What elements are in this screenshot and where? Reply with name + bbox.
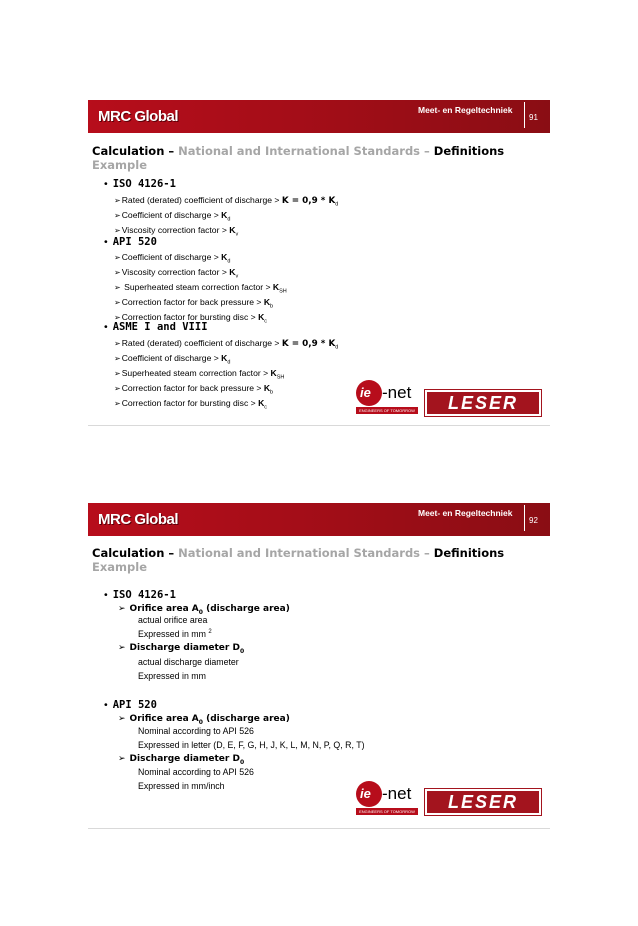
ienet-logo: ie -net ENGINEERS OF TOMORROW	[356, 380, 418, 416]
list-item: ➢Superheated steam correction factor > $K_{SH}$	[114, 368, 285, 381]
list-item: ➢Rated (derated) coefficient of discharge > $K = 0,9 * K_d$	[114, 195, 339, 208]
section-heading: • ISO 4126-1	[104, 589, 176, 601]
list-item: ➢Coefficient of discharge > $K_d$	[114, 252, 231, 265]
item-description: Nominal according to API 526	[138, 726, 254, 736]
item-description: Expressed in letter (D, E, F, G, H, J, K, L, M, N, P, Q, R, T)	[138, 740, 365, 750]
list-item: ➢ Superheated steam correction factor > $K_{SH}$	[114, 282, 287, 295]
mrc-global-logo: MRC Global	[98, 511, 178, 528]
item-description: Expressed in mm	[138, 671, 206, 681]
list-item: ➢ Orifice area $A_0$ (discharge area)	[118, 604, 290, 616]
leser-logo: LESER	[425, 789, 541, 815]
section-heading: • API 520	[104, 699, 157, 711]
section-heading: • ISO 4126-1	[104, 178, 176, 190]
list-item: ➢Viscosity correction factor > $K_v$	[114, 225, 239, 238]
list-item: ➢ Orifice area $A_0$ (discharge area)	[118, 714, 290, 726]
slide-content	[88, 503, 550, 829]
item-description: actual discharge diameter	[138, 657, 239, 667]
slide-title: Calculation – National and International Standards – Definitions Example	[92, 546, 505, 574]
item-description: Expressed in mm $^2$	[138, 629, 212, 639]
section-heading: • ASME I and VIII	[104, 321, 208, 333]
slide-content	[88, 100, 550, 426]
event-title: Meet- en Regeltechniek	[418, 508, 513, 518]
slide-title: Calculation – National and International Standards – Definitions Example	[92, 144, 505, 172]
list-item: ➢ Discharge diameter $D_0$	[118, 643, 245, 655]
list-item: ➢Coefficient of discharge > $K_d$	[114, 353, 231, 366]
slide-bottom-line	[88, 425, 550, 426]
slide-bottom-line	[88, 828, 550, 829]
item-description: actual orifice area	[138, 615, 208, 625]
ienet-logo: ie -net ENGINEERS OF TOMORROW	[356, 781, 418, 817]
item-description: Nominal according to API 526	[138, 767, 254, 777]
list-item: ➢Correction factor for back pressure > $K_b$	[114, 297, 274, 310]
list-item: ➢ Discharge diameter $D_0$	[118, 754, 245, 766]
slide-91	[88, 100, 550, 426]
section-heading: • API 520	[104, 236, 157, 248]
page-number: 91	[529, 113, 538, 122]
page-number: 92	[529, 516, 538, 525]
mrc-global-logo: MRC Global	[98, 108, 178, 125]
event-title: Meet- en Regeltechniek	[418, 105, 513, 115]
list-item: ➢Correction factor for bursting disc > $K_c$	[114, 398, 268, 411]
list-item: ➢Correction factor for bursting disc > $K_c$	[114, 312, 268, 325]
leser-logo: LESER	[425, 390, 541, 416]
list-item: ➢Rated (derated) coefficient of discharge > $K = 0,9 * K_d$	[114, 338, 339, 351]
slide-92	[88, 503, 550, 829]
item-description: Expressed in mm/inch	[138, 781, 225, 791]
list-item: ➢Coefficient of discharge > $K_d$	[114, 210, 231, 223]
list-item: ➢Correction factor for back pressure > $K_b$	[114, 383, 274, 396]
list-item: ➢Viscosity correction factor > $K_v$	[114, 267, 239, 280]
